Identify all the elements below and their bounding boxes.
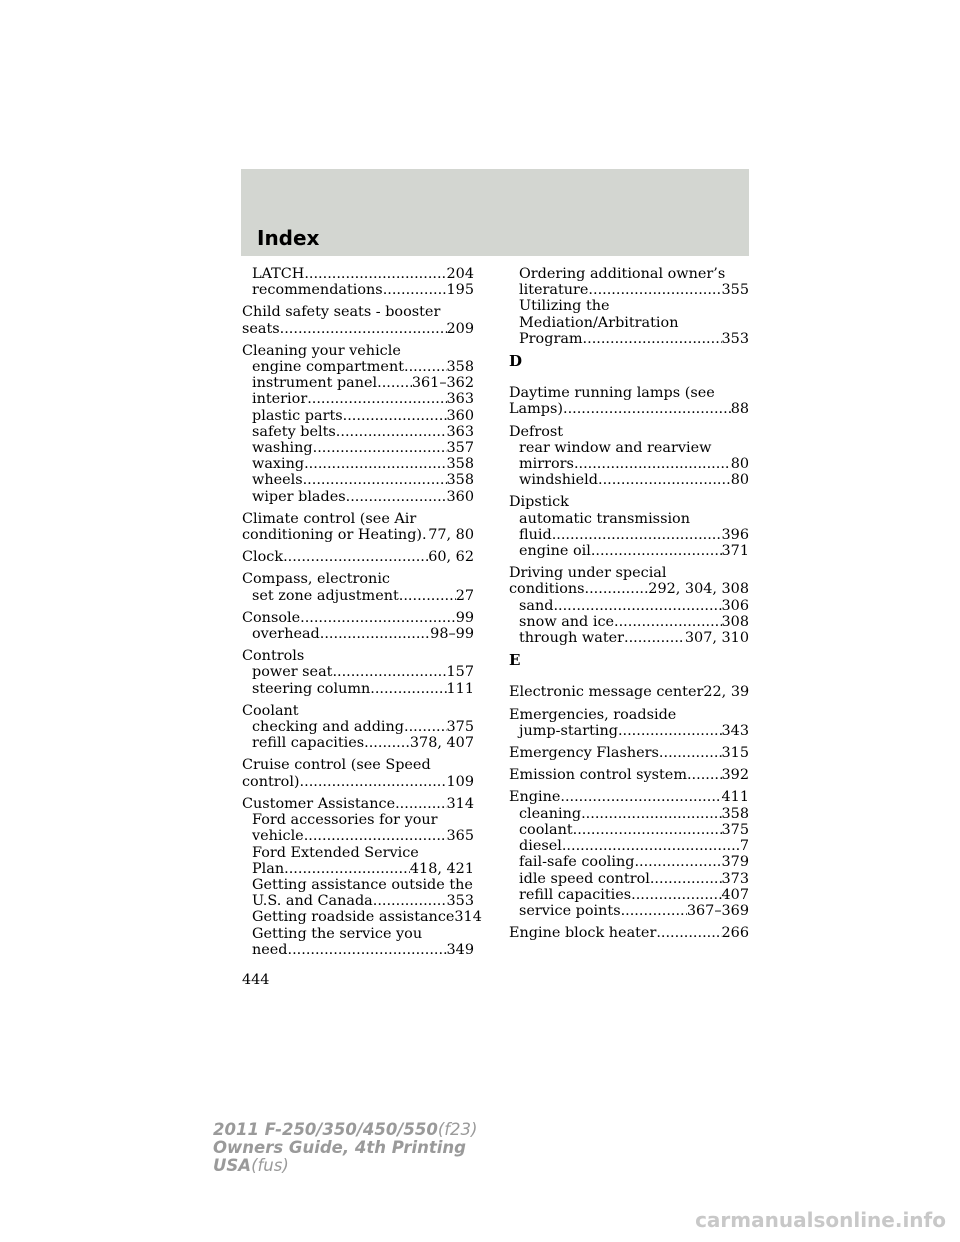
index-subentry (242, 812, 474, 828)
leader-dots (383, 282, 447, 298)
index-heading (242, 343, 474, 359)
entry-text: Cleaning your vehicle (242, 342, 401, 359)
entry-text: Controls (242, 648, 305, 665)
entry-text: Console (242, 609, 301, 626)
page-reference: 98–99 (430, 626, 474, 643)
index-subentry (242, 942, 474, 958)
entry-text: vehicle (252, 828, 304, 845)
entry-text: engine compartment (252, 359, 404, 376)
page-reference: 307, 310 (684, 630, 749, 647)
entry-text: cleaning (519, 805, 582, 822)
print-footer (213, 1121, 478, 1175)
leader-dots (399, 588, 456, 604)
index-subentry (242, 456, 474, 472)
index-heading (509, 401, 749, 417)
leader-dots (404, 719, 447, 735)
index-entry (242, 703, 474, 752)
leader-dots (624, 630, 685, 646)
index-entry (242, 549, 474, 565)
index-entry (242, 511, 474, 543)
index-entry (509, 424, 749, 489)
entry-text: need (252, 941, 288, 958)
header-band (241, 169, 749, 256)
index-heading (509, 767, 749, 783)
index-heading (509, 789, 749, 805)
entry-text: refill capacities (519, 886, 632, 903)
index-subentry (509, 315, 749, 331)
index-heading (242, 549, 474, 565)
leader-dots (656, 925, 721, 941)
index-entry (509, 789, 749, 919)
entry-text: Engine (509, 789, 561, 806)
index-subentry (242, 735, 474, 751)
index-subentry (509, 838, 749, 854)
index-subentry (242, 282, 474, 298)
index-heading (509, 925, 749, 941)
page-reference: 411 (721, 789, 749, 806)
page-reference: 360 (446, 407, 474, 424)
leader-dots (304, 266, 446, 282)
page-reference: 60, 62 (428, 549, 474, 566)
index-subentry (242, 926, 474, 942)
entry-text: checking and adding (252, 719, 405, 736)
index-heading (242, 796, 474, 812)
index-heading (509, 581, 749, 597)
entry-text: rear window and rearview (519, 439, 712, 456)
entry-text: sand (519, 597, 554, 614)
page-reference: 375 (721, 821, 749, 838)
leader-dots (562, 838, 740, 854)
page-reference: 418, 421 (409, 860, 474, 877)
leader-dots (332, 664, 446, 680)
entry-text: Ordering additional owner’s (519, 266, 726, 282)
leader-dots (573, 822, 722, 838)
leader-dots (304, 828, 447, 844)
page-reference: 353 (446, 893, 474, 910)
page-reference: 308 (721, 613, 749, 630)
entry-text: Lamps) (509, 401, 563, 418)
leader-dots (303, 472, 447, 488)
footer-model-text: 2011 F-250/350/450/550 (213, 1120, 438, 1139)
entry-text: Mediation/Arbitration (519, 314, 679, 331)
index-subentry (242, 909, 482, 926)
entry-text: Defrost (509, 423, 564, 440)
index-subentry (242, 440, 474, 456)
index-subentry (509, 598, 749, 614)
entry-text: Coolant (242, 702, 299, 719)
leader-dots (373, 893, 447, 909)
page-title: Index (257, 226, 320, 250)
entry-text: safety belts (252, 423, 336, 440)
index-subentry (242, 266, 474, 282)
page-reference: 209 (446, 320, 474, 337)
leader-dots (280, 321, 447, 337)
index-heading (242, 527, 474, 543)
entry-text: washing (252, 440, 313, 457)
footer-region-code: (fus) (251, 1156, 289, 1175)
entry-text: Program (519, 330, 583, 347)
page-reference: 7 (739, 838, 749, 855)
entry-text: service points (519, 902, 621, 919)
section-letter: E (509, 651, 521, 670)
page-reference: 157 (446, 664, 474, 681)
page-reference: 88 (730, 401, 749, 418)
index-heading (509, 684, 749, 700)
index-entry (509, 385, 749, 417)
index-subentry (509, 472, 749, 488)
index-subentry (242, 489, 474, 505)
entry-text: fail-safe cooling (519, 854, 635, 871)
index-subentry (242, 472, 474, 488)
index-subentry (242, 893, 474, 909)
index-heading (242, 757, 474, 773)
index-entry (242, 610, 474, 642)
page-reference: 22, 39 (703, 684, 750, 701)
entry-text: recommendations (252, 282, 383, 299)
page-reference: 99 (455, 609, 474, 626)
leader-dots (591, 543, 722, 559)
entry-text: mirrors (519, 456, 574, 473)
index-subentry (509, 456, 749, 472)
entry-text: Ford Extended Service (252, 844, 419, 861)
page-reference: 266 (721, 925, 749, 942)
page-reference: 392 (721, 767, 749, 784)
section-letter: D (509, 352, 523, 371)
leader-dots (563, 401, 731, 417)
page-reference: 111 (446, 680, 474, 697)
index-subentry (509, 822, 749, 838)
entry-text: refill capacities (252, 735, 365, 752)
leader-dots (364, 735, 410, 751)
footer-line-region (213, 1157, 478, 1175)
page-reference: 363 (446, 423, 474, 440)
entry-text: power seat (252, 664, 333, 681)
footer-region-text: USA (213, 1156, 252, 1175)
leader-dots (370, 681, 446, 697)
page-reference: 355 (721, 282, 749, 299)
index-entry (509, 767, 749, 783)
leader-dots (300, 610, 456, 626)
index-subentry (509, 331, 749, 347)
entry-text: Ford accessories for your (252, 812, 438, 829)
leader-dots (343, 408, 447, 424)
page-reference: 77, 80 (428, 527, 474, 544)
leader-dots (288, 942, 447, 958)
index-entry (242, 304, 474, 336)
leader-dots (650, 871, 722, 887)
page-reference: 358 (721, 805, 749, 822)
entry-text: automatic transmission (519, 510, 690, 527)
index-subentry (509, 854, 749, 870)
index-subentry (242, 681, 474, 697)
index-heading (509, 707, 749, 723)
page-reference: 363 (446, 391, 474, 408)
page-reference: 379 (721, 854, 749, 871)
index-subentry (509, 440, 749, 456)
entry-text: Getting the service you (252, 925, 423, 942)
index-subentry (242, 719, 474, 735)
leader-dots (553, 598, 721, 614)
leader-dots (583, 331, 722, 347)
leader-dots (320, 626, 430, 642)
leader-dots (634, 854, 721, 870)
index-subentry (509, 723, 749, 739)
entry-text: Daytime running lamps (see (509, 385, 715, 402)
entry-text: Emission control system (509, 767, 687, 784)
index-entry (509, 707, 749, 739)
index-subentry (242, 391, 474, 407)
index-subentry (509, 887, 749, 903)
index-entry (509, 565, 749, 646)
index-subentry (509, 543, 749, 559)
index-entry (509, 266, 749, 347)
page-number: 444 (242, 972, 270, 988)
page-reference: 407 (721, 886, 749, 903)
entry-text: control) (242, 773, 300, 790)
leader-dots (659, 745, 722, 761)
entry-text: seats (242, 320, 280, 337)
index-subentry (242, 626, 474, 642)
leader-dots (574, 456, 731, 472)
index-entry (242, 757, 474, 789)
index-subentry (509, 266, 749, 282)
entry-text: snow and ice (519, 613, 615, 630)
entry-text: fluid (519, 526, 552, 543)
index-subentry (509, 527, 749, 543)
entry-text: waxing (252, 456, 305, 473)
leader-dots (588, 282, 721, 298)
entry-text: Driving under special (509, 565, 667, 582)
index-entry (509, 745, 749, 761)
footer-guide-text: Owners Guide, 4th Printing (213, 1138, 466, 1157)
entry-text: Cruise control (see Speed (242, 757, 431, 774)
index-subentry (242, 861, 474, 877)
entry-text: Getting roadside assistance (252, 909, 455, 926)
index-subentry (509, 806, 749, 822)
index-subentry (509, 614, 749, 630)
index-subentry (509, 282, 749, 298)
index-subentry (242, 664, 474, 680)
entry-text: Getting assistance outside the (252, 876, 473, 893)
index-heading (242, 511, 474, 527)
leader-dots (618, 723, 722, 739)
index-subentry (242, 424, 474, 440)
page-reference: 314 (446, 795, 474, 812)
page-reference: 27 (455, 587, 474, 604)
leader-dots (687, 767, 722, 783)
page-reference: 371 (721, 543, 749, 560)
index-subentry (509, 298, 749, 314)
leader-dots (560, 789, 721, 805)
entry-text: Child safety seats - booster (242, 304, 441, 321)
index-entry (242, 266, 474, 298)
page-reference: 357 (446, 440, 474, 457)
entry-text: set zone adjustment (252, 587, 399, 604)
page-reference: 314 (454, 909, 482, 926)
index-subentry (242, 828, 474, 844)
index-heading (242, 304, 474, 320)
index-subentry (242, 877, 474, 893)
page-reference: 358 (446, 456, 474, 473)
leader-dots (313, 440, 447, 456)
index-entry (509, 684, 749, 700)
entry-text: overhead (252, 626, 320, 643)
leader-dots (404, 359, 447, 375)
index-entry (509, 925, 749, 941)
index-column-left (242, 266, 482, 964)
leader-dots (598, 472, 731, 488)
entry-text: Climate control (see Air (242, 510, 417, 527)
leader-dots (283, 549, 428, 565)
leader-dots (377, 375, 412, 391)
entry-text: Plan (252, 860, 285, 877)
leader-dots (336, 424, 447, 440)
entry-text: conditions (509, 581, 585, 598)
entry-text: steering column (252, 680, 371, 697)
page-reference: 204 (446, 266, 474, 282)
entry-text: Utilizing the (519, 298, 610, 315)
leader-dots (307, 391, 446, 407)
entry-text: plastic parts (252, 407, 343, 424)
page-reference: 343 (721, 722, 749, 739)
entry-text: Compass, electronic (242, 571, 390, 588)
index-subentry (242, 845, 474, 861)
page-reference: 378, 407 (409, 735, 474, 752)
index-subentry (242, 375, 474, 391)
index-entry (242, 571, 474, 603)
entry-text: Clock (242, 549, 284, 566)
footer-model-code: (f23) (437, 1120, 478, 1139)
index-heading (509, 494, 749, 510)
entry-text: conditioning or Heating) (242, 527, 423, 544)
page-reference: 358 (446, 359, 474, 376)
page-reference: 367–369 (686, 902, 749, 919)
entry-text: U.S. and Canada (252, 893, 373, 910)
entry-text: Electronic message center (509, 684, 704, 701)
entry-text: through water (519, 630, 624, 647)
entry-text: wheels (252, 472, 303, 489)
entry-text: Emergency Flashers (509, 745, 659, 762)
index-heading (242, 703, 474, 719)
entry-text: coolant (519, 821, 573, 838)
entry-text: Dipstick (509, 494, 569, 511)
leader-dots (614, 614, 722, 630)
index-heading (242, 774, 474, 790)
index-heading (509, 385, 749, 401)
index-subentry (509, 630, 749, 646)
page-reference: 315 (721, 745, 749, 762)
index-heading (509, 745, 749, 761)
index-heading (509, 424, 749, 440)
page-reference: 373 (721, 870, 749, 887)
entry-text: interior (252, 391, 308, 408)
index-subentry (509, 511, 749, 527)
index-entry (242, 648, 474, 697)
index-subentry (242, 408, 474, 424)
entry-text: wiper blades (252, 488, 346, 505)
index-entry (509, 494, 749, 559)
page-reference: 80 (730, 456, 749, 473)
page-reference: 358 (446, 472, 474, 489)
page-reference: 349 (446, 941, 474, 958)
index-heading (242, 321, 474, 337)
index-heading (242, 571, 474, 587)
leader-dots (300, 774, 447, 790)
entry-text: LATCH (252, 266, 305, 282)
index-subentry (242, 359, 474, 375)
leader-dots (585, 581, 649, 597)
entry-text: diesel (519, 838, 562, 855)
leader-dots (631, 887, 721, 903)
index-subentry (509, 871, 749, 887)
entry-text: instrument panel (252, 375, 378, 392)
leader-dots (552, 527, 722, 543)
entry-text: Customer Assistance (242, 795, 396, 812)
index-heading (509, 565, 749, 581)
index-heading (242, 610, 474, 626)
page-reference: 353 (721, 330, 749, 347)
index-subentry (509, 903, 749, 919)
page-reference: 396 (721, 526, 749, 543)
index-entry (242, 343, 474, 505)
entry-text: engine oil (519, 543, 591, 560)
page-reference: 306 (721, 597, 749, 614)
page-reference: 292, 304, 308 (648, 581, 749, 598)
entry-text: jump-starting (519, 722, 618, 739)
index-column-right (509, 266, 749, 947)
footer-line-guide (213, 1139, 478, 1157)
page-reference: 365 (446, 828, 474, 845)
entry-text: windshield (519, 472, 598, 489)
watermark[interactable]: carmanualsonline.info (695, 1208, 946, 1232)
page-reference: 360 (446, 488, 474, 505)
index-entry (242, 795, 482, 958)
page-reference: 375 (446, 719, 474, 736)
leader-dots (304, 456, 446, 472)
leader-dots (395, 796, 446, 812)
page-reference: 361–362 (411, 375, 474, 392)
entry-text: literature (519, 282, 589, 299)
leader-dots (284, 861, 410, 877)
page-reference: 80 (730, 472, 749, 489)
entry-text: Engine block heater (509, 925, 657, 942)
index-heading (242, 648, 474, 664)
leader-dots (346, 489, 447, 505)
leader-dots (581, 806, 721, 822)
page-reference: 109 (446, 773, 474, 790)
entry-text: Emergencies, roadside (509, 706, 677, 723)
entry-text: idle speed control (519, 870, 650, 887)
leader-dots (621, 903, 687, 919)
page-reference: 195 (446, 282, 474, 299)
index-subentry (242, 588, 474, 604)
footer-line-model (213, 1121, 478, 1139)
